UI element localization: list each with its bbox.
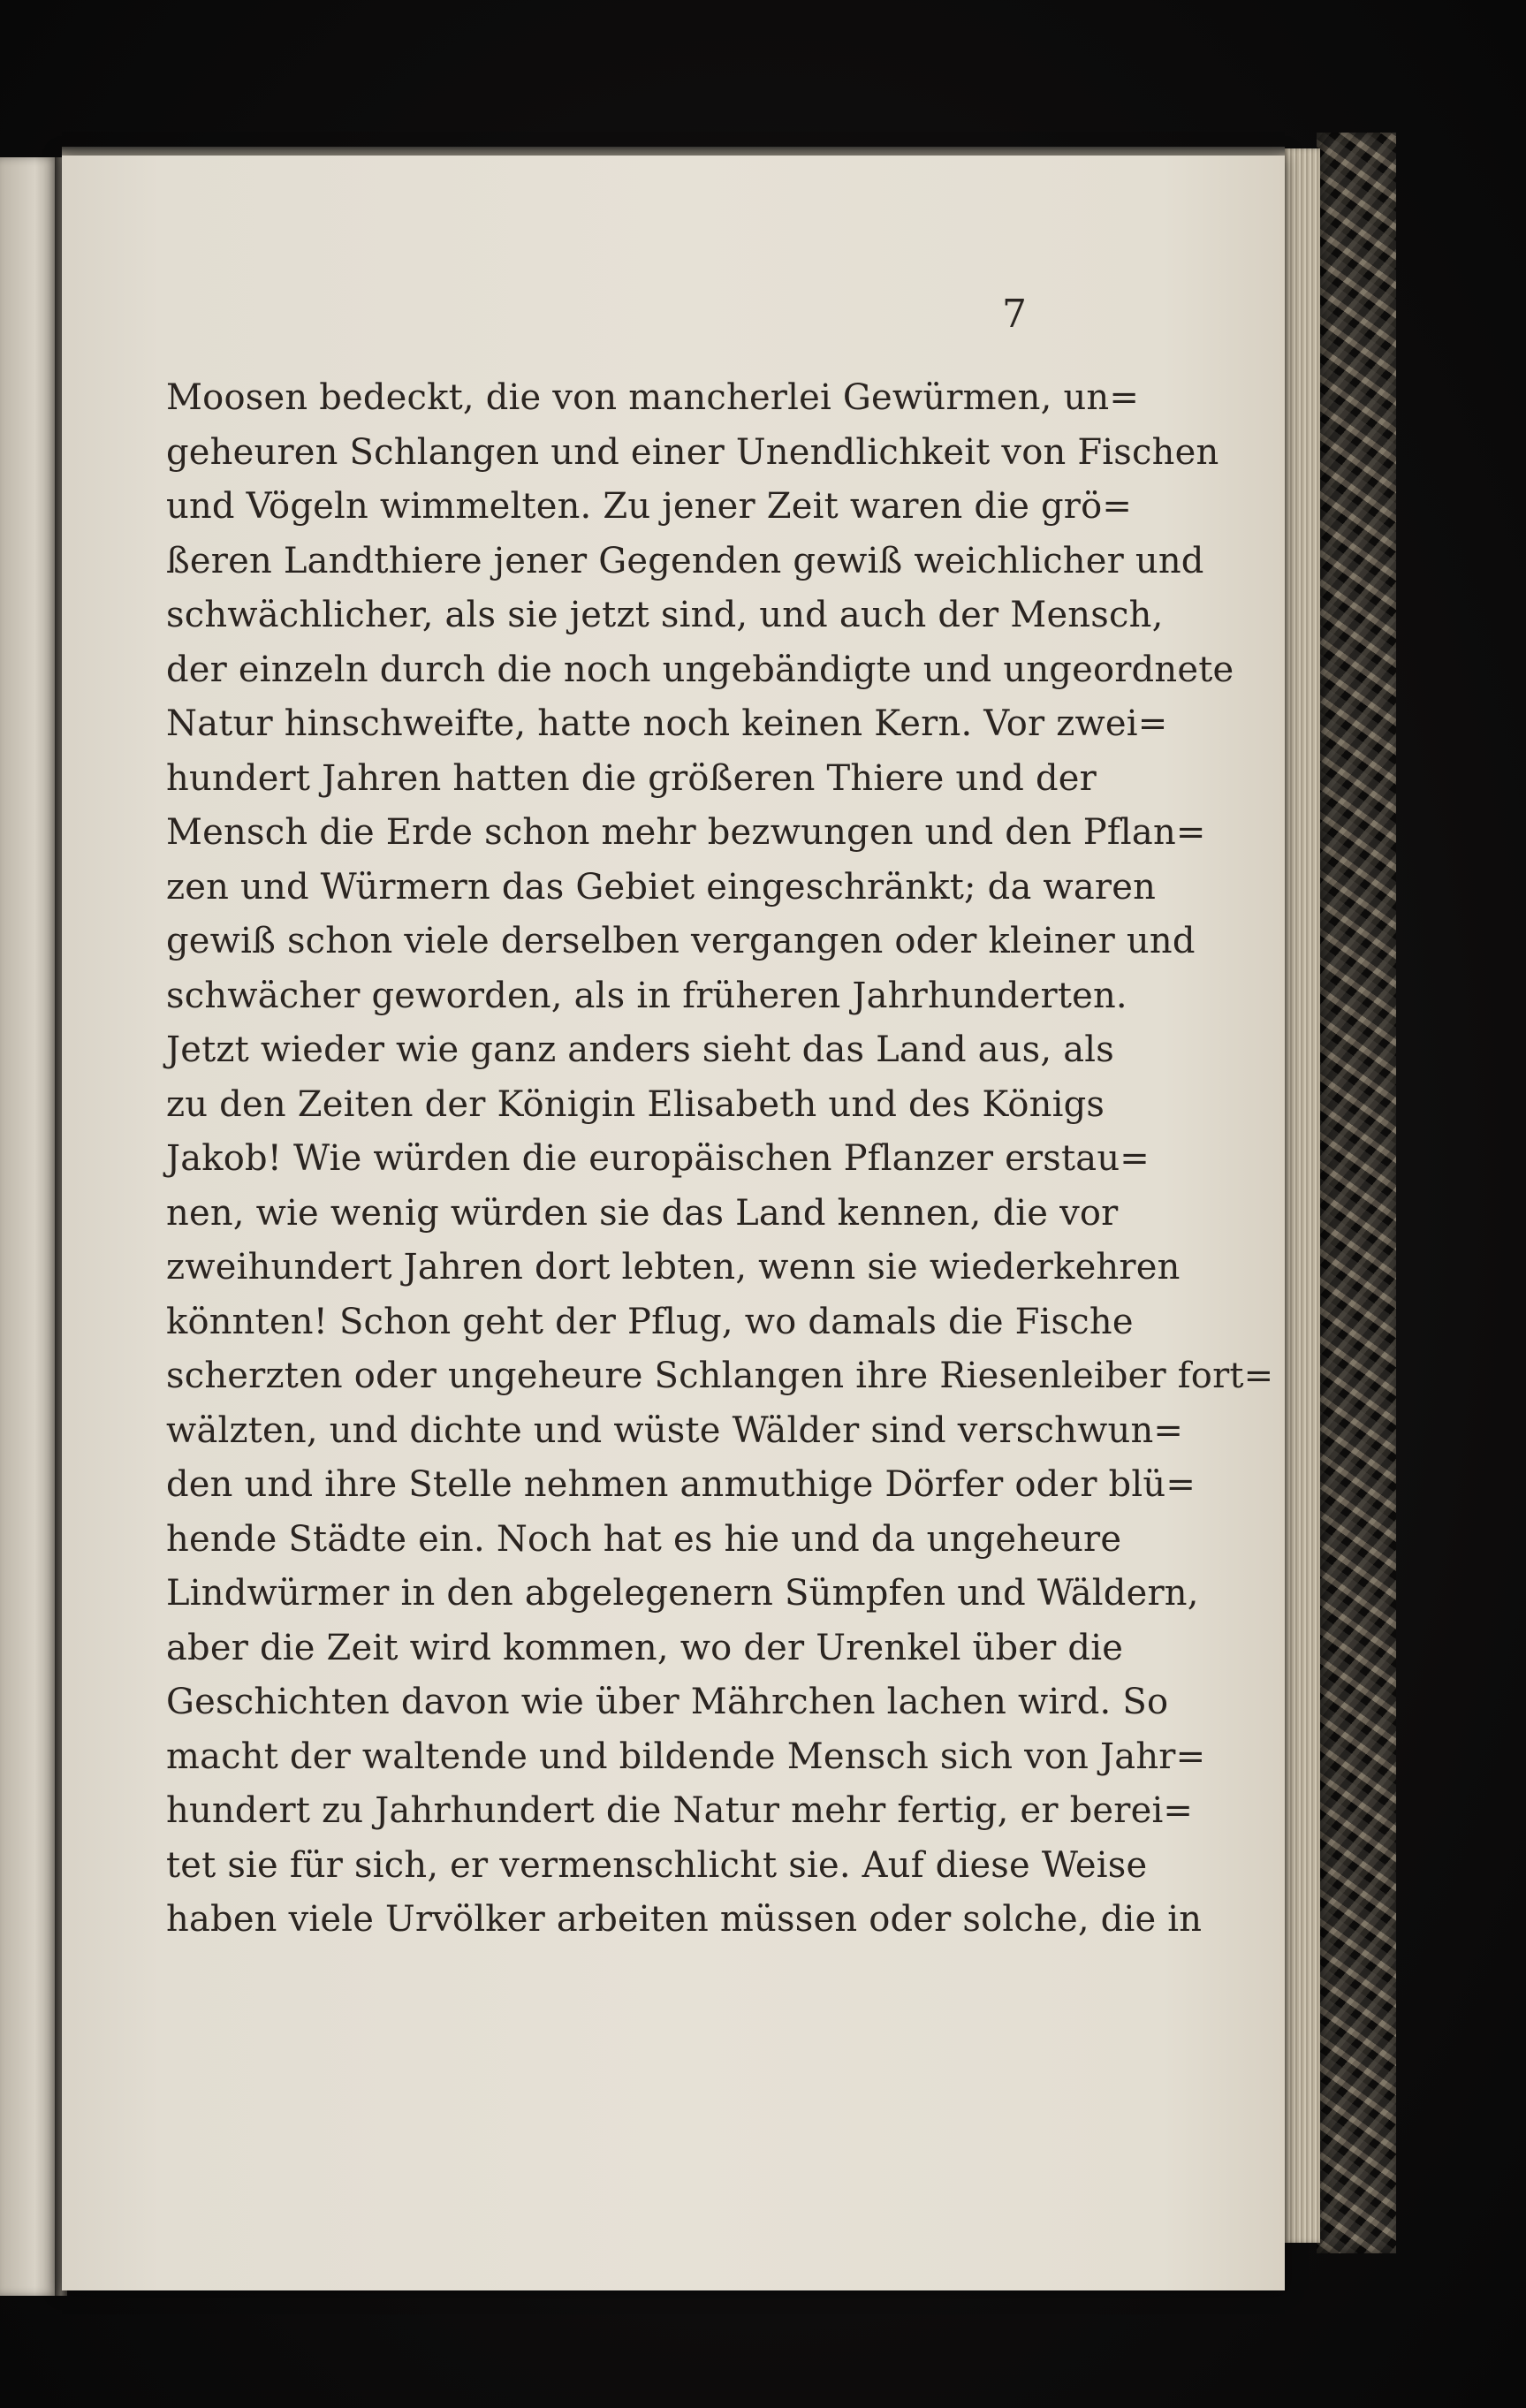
text-line: wälzten, und dichte und wüste Wälder sind verschwun= [166,1409,1184,1451]
text-line: Mensch die Erde schon mehr bezwungen und den Pflan= [166,812,1206,853]
text-line: und Vögeln wimmelten. Zu jener Zeit waren die grö= [166,486,1133,527]
text-line: zen und Würmern das Gebiet eingeschränkt; da waren [166,866,1157,908]
text-line: Jakob! Wie würden die europäischen Pflanzer erstau= [166,1138,1150,1179]
text-line: zu den Zeiten der Königin Elisabeth und des Königs [166,1083,1105,1125]
text-line: Jetzt wieder wie ganz anders sieht das Land aus, als [166,1029,1114,1070]
text-line: macht der waltende und bildende Mensch sich von Jahr= [166,1736,1206,1777]
text-line: hundert zu Jahrhundert die Natur mehr fertig, er berei= [166,1790,1194,1831]
text-line: hundert Jahren hatten die größeren Thiere und der [166,757,1097,799]
text-line: Natur hinschweifte, hatte noch keinen Kern. Vor zwei= [166,703,1168,744]
text-line: Geschichten davon wie über Mährchen lachen wird. So [166,1682,1169,1722]
text-line: geheuren Schlangen und einer Unendlichkeit von Fischen [166,431,1219,473]
text-line: gewiß schon viele derselben vergangen oder kleiner und [166,921,1196,961]
text-line: den und ihre Stelle nehmen anmuthige Dörfer oder blü= [166,1464,1196,1505]
text-line: Moosen bedeckt, die von mancherlei Gewürmen, un= [166,377,1140,418]
text-line: tet sie für sich, er vermenschlicht sie. Auf diese Weise [166,1844,1148,1886]
text-line: der einzeln durch die noch ungebändigte und ungeordnete [166,649,1234,690]
text-line: schwächer geworden, als in früheren Jahrhunderten. [166,975,1127,1016]
facing-page-edge [0,157,58,2296]
text-line: ßeren Landthiere jener Gegenden gewiß weichlicher und [166,540,1204,581]
text-line: scherzten oder ungeheure Schlangen ihre Riesenleiber fort= [166,1356,1274,1396]
page-number: 7 [1002,292,1027,337]
body-text [166,371,1274,1948]
text-line: haben viele Urvölker arbeiten müssen oder solche, die in [166,1899,1203,1940]
text-line: aber die Zeit wird kommen, wo der Urenkel über die [166,1627,1124,1668]
page-edges [1283,148,1320,2243]
text-line: könnten! Schon geht der Pflug, wo damals die Fische [166,1301,1134,1342]
text-line: hende Städte ein. Noch hat es hie und da ungeheure [166,1518,1122,1560]
marbled-cover [1317,133,1396,2253]
text-line: zweihundert Jahren dort lebten, wenn sie wiederkehren [166,1247,1181,1288]
text-line: schwächlicher, als sie jetzt sind, und auch der Mensch, [166,595,1164,635]
text-line: nen, wie wenig würden sie das Land kennen, die vor [166,1192,1119,1234]
text-line: Lindwürmer in den abgelegenern Sümpfen und Wäldern, [166,1573,1199,1614]
